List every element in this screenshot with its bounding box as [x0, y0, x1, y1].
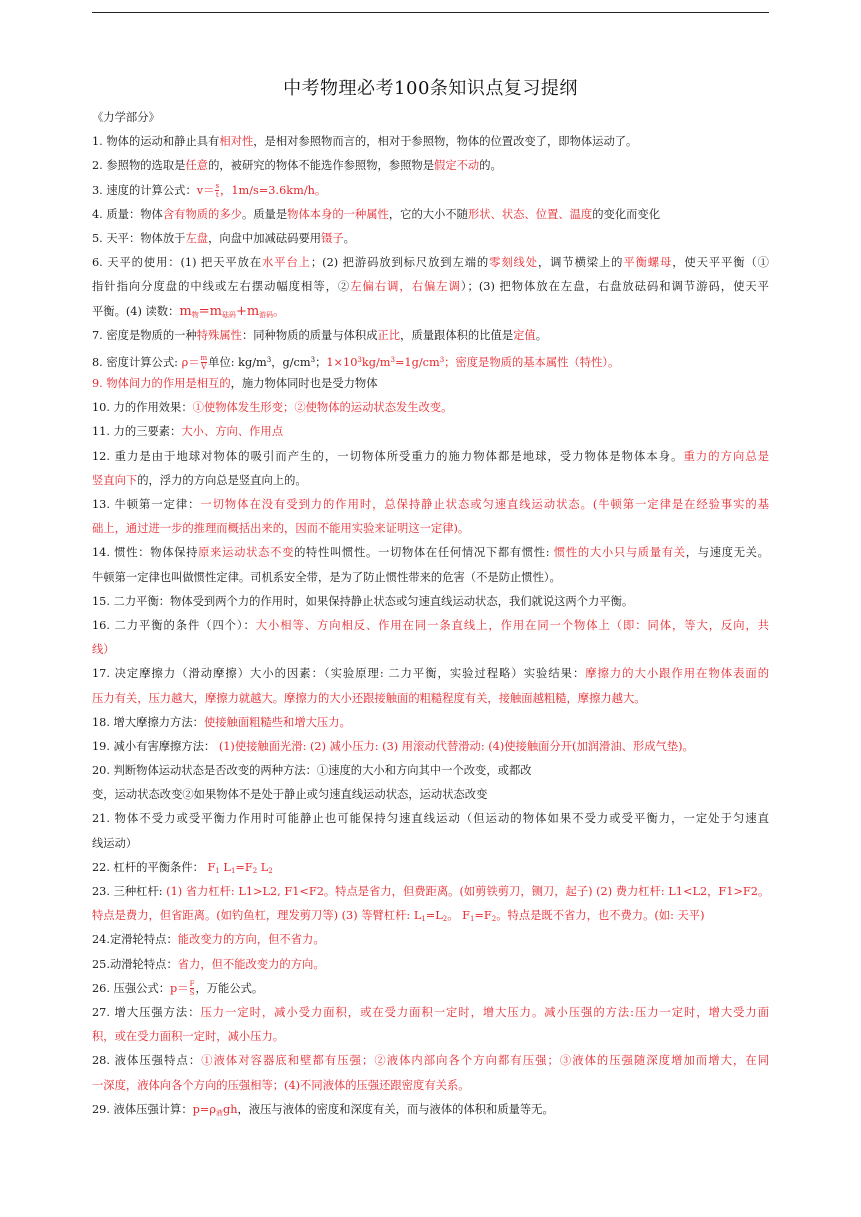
item-23-line-2: 特点是费力，但省距离。(如钓鱼杠，理发剪刀等) (3) 等臂杠杆: $L_1=L_2$。 $F_1=F_2$。特点是既不省力，也不费力。(如: 天平) [92, 909, 705, 924]
lever-formula: $F_1$ $L_1=F_2$ $L_2$ [207, 860, 273, 875]
item-14-line-2: 牛顿第一定律也叫做惯性定律。司机系安全带，是为了防止惯性带来的危害（不是防止惯性）。 [92, 570, 561, 584]
pressure-formula: p＝ $\frac{F}{S}$ [170, 980, 195, 998]
item-21-line-2: 线运动） [92, 836, 138, 850]
item-12-line-1: 12. 重力是由于地球对物体的吸引而产生的，一切物体所受重力的施力物体都是地球，受力物体是物体本身。重力的方向总是 [92, 449, 769, 463]
item-20-line-1: 20. 判断物体运动状态是否改变的两种方法：①速度的大小和方向其中一个改变，或都改 [92, 764, 532, 778]
item-10: 10. 力的作用效果：①使物体发生形变；②使物体的运动状态发生改变。 [92, 401, 453, 415]
item-23-line-1: 23. 三种杠杆: (1) 省力杠杆: L1>L2, F1<F2。特点是省力，但费距离。(如剪铁剪刀，铡刀，起子) (2) 费力杠杆: L1<L2，F1>F2。 [92, 885, 769, 898]
header-rule [92, 12, 769, 13]
item-27-line-1: 27. 增大压强方法：压力一定时，减小受力面积，或在受力面积一定时，增大压力。减小压强的方法:压力一定时，增大受力面 [92, 1005, 769, 1019]
item-8: 8. 密度计算公式: ρ＝ $\frac{m}{V}$ 单位: $kg/m^3$，$g/cm^3$；$1\times 10^3kg/m^3=1g/cm^3$；密度是物质的基本属性（特性）。 [92, 354, 620, 372]
item-16-line-2: 线） [92, 643, 115, 657]
item-29: 29. 液体压强计算：$p=\rho_液gh$，液压与液体的密度和深度有关，而与液体的体积和质量等无。 [92, 1102, 554, 1117]
item-15: 15. 二力平衡：物体受到两个力的作用时，如果保持静止状态或匀速直线运动状态，我们就说这两个力平衡。 [92, 594, 634, 608]
liquid-pressure-formula: $p=\rho_液gh$ [192, 1102, 238, 1117]
item-16-line-1: 16. 二力平衡的条件（四个）：大小相等、方向相反、作用在同一条直线上，作用在同一个物体上（即：同体，等大，反向，共 [92, 618, 769, 632]
document-title: 中考物理必考100条知识点复习提纲 [283, 78, 578, 99]
item-25: 25.动滑轮特点：省力，但不能改变力的方向。 [92, 957, 325, 971]
item-7: 7. 密度是物质的一种特殊属性：同种物质的质量与体积成正比，质量跟体积的比值是定值。 [92, 328, 548, 342]
item-9: 9. 物体间力的作用是相互的，施力物体同时也是受力物体 [92, 377, 378, 391]
item-12-line-2: 竖直向下的，浮力的方向总是竖直向上的。 [92, 473, 307, 487]
item-1: 1. 物体的运动和静止具有相对性，是相对参照物而言的，相对于参照物，物体的位置改变了，即物体运动了。 [92, 135, 638, 149]
item-4: 4. 质量：物体含有物质的多少。质量是物体本身的一种属性，它的大小不随形状、状态、位置、温度的变化而变化 [92, 207, 661, 221]
fraction: $\frac{m}{V}$ [200, 354, 208, 372]
velocity-formula: v＝ $\frac{s}{t}$ ，1m/s=3.6km/h。 [196, 182, 327, 200]
item-17-line-2: 压力有关，压力越大，摩擦力就越大。摩擦力的大小还跟接触面的粗糙程度有关，接触面越粗糙，摩擦力越大。 [92, 691, 646, 705]
fraction: $\frac{s}{t}$ [215, 182, 220, 200]
item-2: 2. 参照物的选取是任意的，被研究的物体不能选作参照物，参照物是假定不动的。 [92, 159, 502, 173]
item-3: 3. 速度的计算公式：v＝ $\frac{s}{t}$ ，1m/s=3.6km/h。 [92, 182, 327, 200]
item-13-line-1: 13. 牛顿第一定律：一切物体在没有受到力的作用时，总保持静止状态或匀速直线运动状态。(牛顿第一定律是在经验事实的基 [92, 498, 769, 511]
item-6-line-3: 平衡。(4) 读数：$m_物=m_{砝码}+m_{游码}$。 [92, 303, 285, 319]
item-24: 24.定滑轮特点：能改变力的方向，但不省力。 [92, 933, 325, 947]
item-6-line-1: 6. 天平的使用：(1) 把天平放在水平台上；(2) 把游码放到标尺放到左端的零刻线处，调节横梁上的平衡螺母，使天平平衡（① [92, 256, 769, 270]
item-20-line-2: 变，运动状态改变②如果物体不是处于静止或匀速直线运动状态，运动状态改变 [92, 788, 488, 802]
item-11: 11. 力的三要素：大小、方向、作用点 [92, 425, 284, 439]
document-body [92, 106, 769, 1122]
section-heading: 《力学部分》 [92, 111, 160, 124]
item-18: 18. 增大摩擦力方法：使接触面粗糙些和增大压力。 [92, 715, 351, 729]
item-5: 5. 天平：物体放于左盘，向盘中加减砝码要用镊子。 [92, 231, 355, 245]
item-28-line-2: 一深度，液体向各个方向的压强相等；(4)不同液体的压强还跟密度有关系。 [92, 1078, 470, 1092]
item-19: 19. 减小有害摩擦方法： (1)使接触面光滑: (2) 减小压力: (3) 用滚动代替滑动: (4)使接触面分开(加润滑油、形成气垫)。 [92, 739, 694, 753]
item-28-line-1: 28. 液体压强特点：①液体对容器底和壁都有压强；②液体内部向各个方向都有压强；③液体的压强随深度增加而增大，在同 [92, 1054, 769, 1068]
item-13-line-2: 础上，通过进一步的推理而概括出来的，因而不能用实验来证明这一定律)。 [92, 522, 470, 536]
item-6-line-2: 指针指向分度盘的中线或左右摆动幅度相等，②左偏右调，右偏左调）；(3) 把物体放在左盘，右盘放砝码和调节游码，使天平 [92, 280, 769, 294]
item-27-line-2: 积，或在受力面积一定时，减小压力。 [92, 1030, 285, 1044]
item-22: 22. 杠杆的平衡条件： $F_1$ $L_1=F_2$ $L_2$ [92, 860, 273, 875]
item-14-line-1: 14. 惯性：物体保持原来运动状态不变的特性叫惯性。一切物体在任何情况下都有惯性: 惯性的大小只与质量有关，与速度无关。 [92, 546, 769, 560]
item-26: 26. 压强公式：p＝ $\frac{F}{S}$ ，万能公式。 [92, 980, 264, 998]
reading-formula: $m_物=m_{砝码}+m_{游码}$。 [179, 303, 285, 319]
fraction: $\frac{F}{S}$ [189, 980, 195, 998]
item-17-line-1: 17. 决定摩擦力（滑动摩擦）大小的因素：（实验原理: 二力平衡，实验过程略）实验结果：摩擦力的大小跟作用在物体表面的 [92, 667, 769, 681]
item-21-line-1: 21. 物体不受力或受平衡力作用时可能静止也可能保持匀速直线运动（但运动的物体如果不受力或受平衡力，一定处于匀速直 [92, 812, 769, 826]
